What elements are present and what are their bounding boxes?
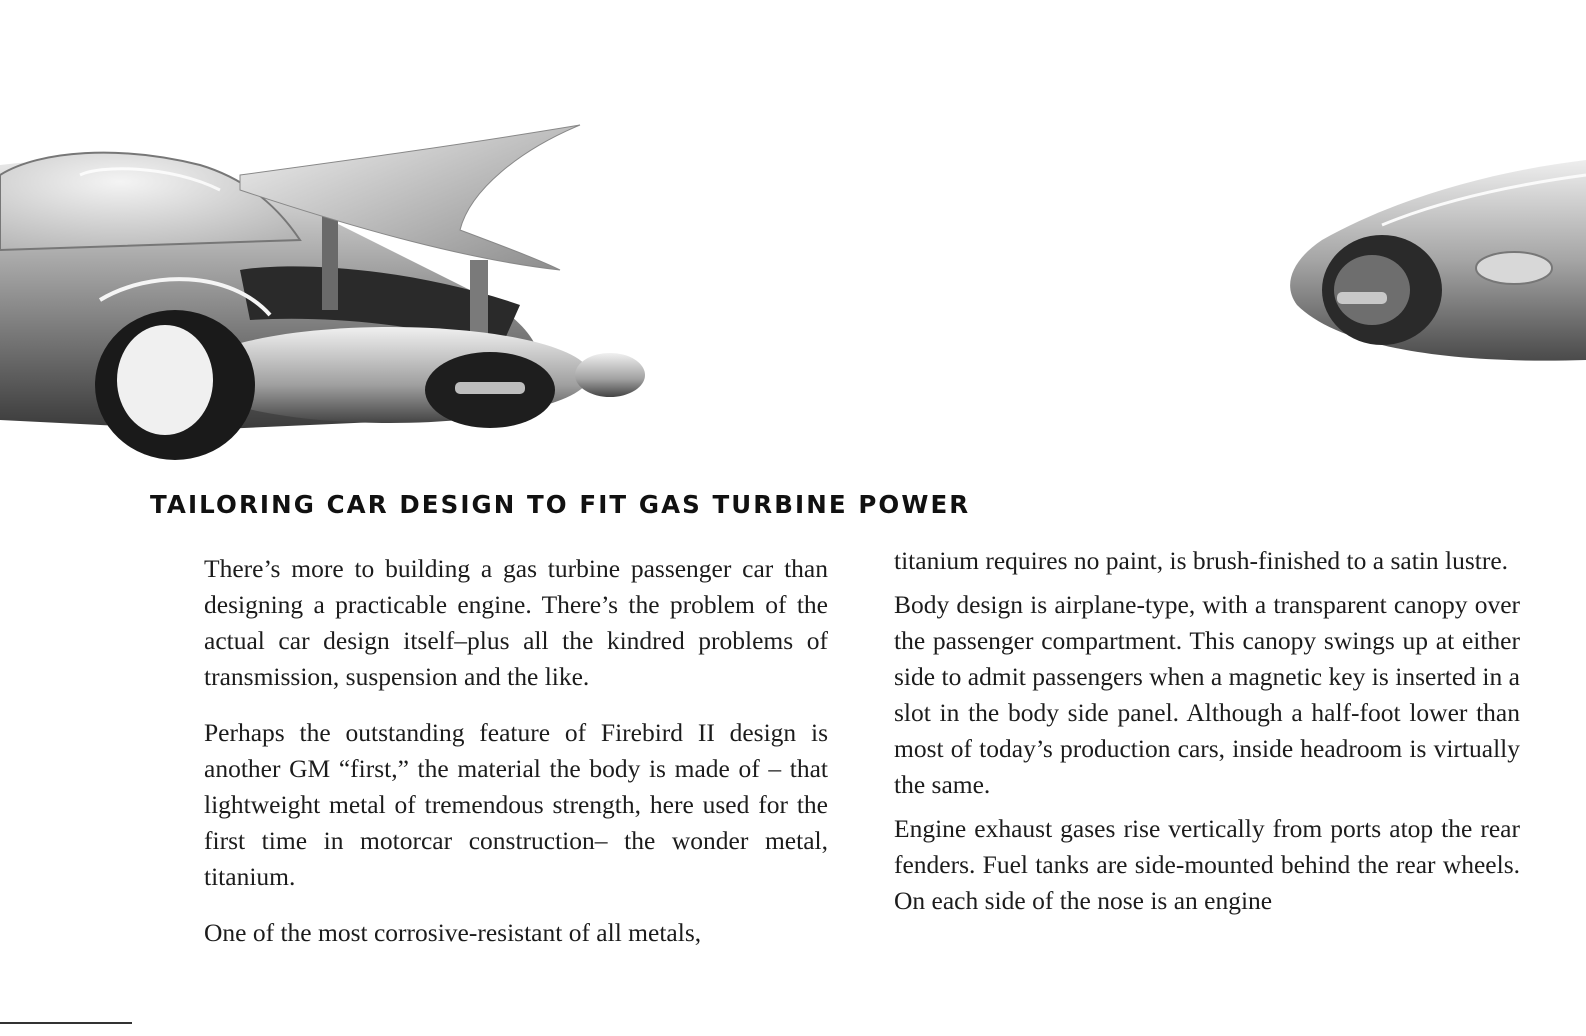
right-paragraph-1: titanium requires no paint, is brush-finished to a satin lustre.: [894, 546, 1509, 575]
right-paragraph-2: Body design is airplane-type, with a transparent canopy over the passenger compartment. This canopy swings up at either side to admit passengers when a magnetic key is inserted in a slot in the body side panel. Although a half-foot lower than most of today’s production cars, inside headroom is virtually the same.: [894, 590, 1520, 799]
left-paragraph-2: Perhaps the outstanding feature of Firebird II design is another GM “first,” the material the body is made of – that lightweight metal of tremendous strength, here used for the first time in motorcar construction– the wonder metal, titanium.: [204, 718, 828, 891]
right-column: [894, 543, 1520, 927]
bottom-rule: [0, 1022, 132, 1024]
firebird-rear-illustration: [0, 120, 660, 465]
headline: TAILORING CAR DESIGN TO FIT GAS TURBINE POWER: [150, 490, 971, 519]
left-paragraph-1: There’s more to building a gas turbine passenger car than designing a practicable engine. There’s the problem of the actual car design itself–plus all the kindred problems of transmission, suspension and the like.: [204, 554, 828, 691]
left-column: [204, 551, 828, 971]
left-paragraph-3: One of the most corrosive-resistant of all metals,: [204, 918, 702, 947]
firebird-nose-illustration: [1282, 160, 1586, 370]
right-paragraph-3: Engine exhaust gases rise vertically from ports atop the rear fenders. Fuel tanks are side-mounted behind the rear wheels. On each side of the nose is an engine: [894, 814, 1520, 915]
